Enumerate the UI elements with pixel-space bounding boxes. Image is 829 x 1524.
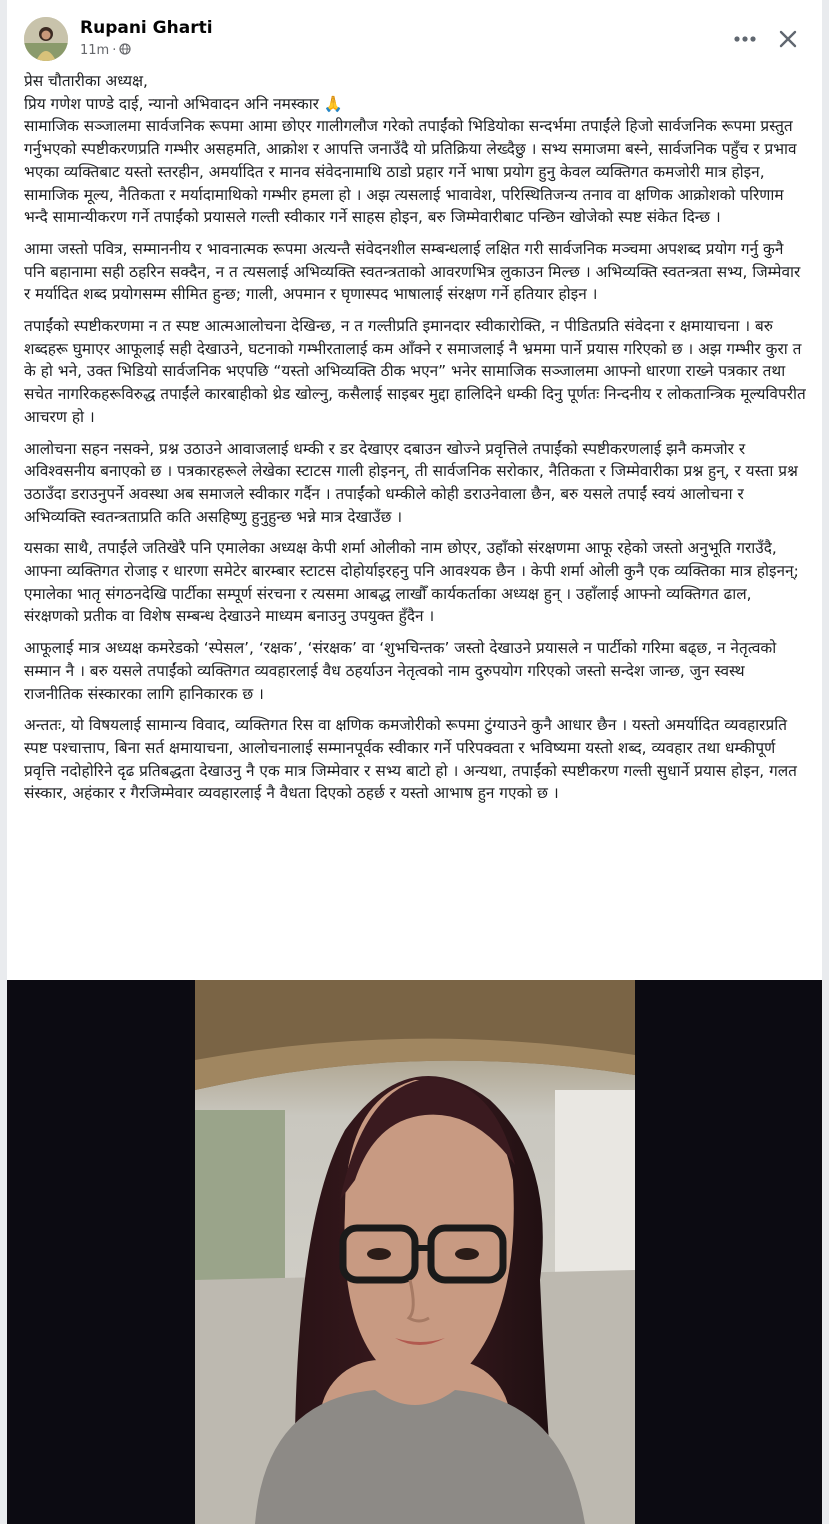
post-paragraph-6: आफूलाई मात्र अध्यक्ष कमरेडको ‘स्पेसल’, ‘रक्षक’, ‘संरक्षक’ वा ‘शुभचिन्तक’ जस्तो देखाउने प्रयासले न पार्टीको गरिमा बढ्छ, न नेतृत्वको सम्मान नै । बरु यसले तपाईंको व्यक्तिगत व्यवहारलाई वैध ठहर्याउन नेतृत्वको नाम दुरुपयोग गरिएको जस्तो सन्देश जान्छ, जुन स्वस्थ राजनीतिक संस्कारका लागि हानिकारक छ ।	[24, 639, 777, 703]
author-name[interactable]: Rupani Gharti	[80, 18, 213, 38]
post-text	[24, 70, 808, 814]
folded-hands-icon: 🙏	[323, 94, 344, 113]
post-paragraph-5: यसका साथै, तपाईंले जतिखेरै पनि एमालेका अध्यक्ष केपी शर्मा ओलीको नाम छोएर, उहाँको संरक्षणमा आफू रहेको जस्तो अनुभूति गराउँदै, आफ्ना व्यक्तिगत रोजाइ र धारणा समेटेर बारम्बार स्टाटस दोहोर्याइरहनु पनि आवश्यक छैन । केपी शर्मा ओली कुनै एक व्यक्तिका मात्र होइनन्; एमालेका भातृ संगठनदेखि पार्टीका सम्पूर्ण संरचना र त्यसमा आबद्ध लाखौँ कार्यकर्ताका अध्यक्ष हुन् । उहाँलाई आफ्नो व्यक्तिगत ढाल, संरक्षणको प्रतीक वा विशेष सम्बन्ध देखाउने माध्यम बनाउनु उपयुक्त हुँदैन ।	[24, 539, 799, 626]
greeting-text: प्रिय गणेश पाण्डे दाई, न्यानो अभिवादन अनि नमस्कार	[24, 94, 319, 113]
close-icon	[779, 30, 797, 48]
post-time[interactable]: 11m	[80, 43, 110, 58]
post-media[interactable]	[7, 980, 822, 1524]
post-paragraph-7: अन्ततः, यो विषयलाई सामान्य विवाद, व्यक्तिगत रिस वा क्षणिक कमजोरीको रूपमा टुंग्याउने कुनै आधार छैन । यस्तो अमर्यादित व्यवहारप्रति स्पष्ट पश्चात्ताप, बिना सर्त क्षमायाचना, आलोचनालाई सम्मानपूर्वक स्वीकार गर्ने परिपक्वता र भविष्यमा यस्तो शब्द, व्यवहार तथा धम्कीपूर्ण प्रवृत्ति नदोहोरिने दृढ प्रतिबद्धता देखाउनु नै एक मात्र जिम्मेवार र सभ्य बाटो हो । अन्यथा, तपाईंको स्पष्टीकरण गल्ती सुधार्ने प्रयास होइन, गलत संस्कार, अहंकार र गैरजिम्मेवार व्यवहारलाई नै वैधता दिएको ठहर्छ र यस्तो आभाष हुन गएको छ ।	[24, 716, 797, 803]
meta-separator: ·	[112, 43, 117, 58]
post-paragraph-3: तपाईंको स्पष्टीकरणमा न त स्पष्ट आत्मआलोचना देखिन्छ, न त गल्तीप्रति इमानदार स्वीकारोक्ति, न पीडितप्रति संवेदना र क्षमायाचना । बरु शब्दहरू घुमाएर आफूलाई सही देखाउने, घटनाको गम्भीरतालाई कम आँक्ने र समाजलाई नै भ्रममा पार्ने प्रयास गरिएको छ । अझ गम्भीर कुरा त के हो भने, उक्त भिडियो सार्वजनिक भएपछि “यस्तो अभिव्यक्ति ठीक भएन” भनेर सामाजिक सञ्जालमा आफ्नो धारणा राख्ने पत्रकार तथा सचेत नागरिकहरूविरुद्ध तपाईंले कारबाहीको थ्रेड खोल्नु, कसैलाई साइबर मुद्दा हालिदिने धम्की दिनु पूर्णतः निन्दनीय र लोकतान्त्रिक मूल्यविपरीत आचरण हो ।	[24, 317, 806, 426]
author-avatar[interactable]	[24, 17, 68, 61]
avatar-image	[24, 17, 68, 61]
close-button[interactable]	[773, 24, 803, 54]
post-meta	[80, 43, 131, 58]
greeting-line-1: प्रेस चौतारीका अध्यक्ष,	[24, 72, 148, 90]
post-paragraph-2: आमा जस्तो पवित्र, सम्माननीय र भावनात्मक रूपमा अत्यन्तै संवेदनशील सम्बन्धलाई लक्षित गरी सार्वजनिक मञ्चमा अपशब्द प्रयोग गर्नु कुनै पनि बहानामा सही ठहरिन सक्दैन, न त त्यसलाई अभिव्यक्ति स्वतन्त्रताको आवरणभित्र लुकाउन मिल्छ । अभिव्यक्ति स्वतन्त्रता सभ्य, जिम्मेवार र मर्यादित शब्द प्रयोगसम्म सीमित हुन्छ; गाली, अपमान र घृणास्पद भाषालाई संरक्षण गर्ने हतियार होइन ।	[24, 239, 801, 304]
greeting-line-2	[24, 93, 808, 116]
post-paragraph-4: आलोचना सहन नसक्ने, प्रश्न उठाउने आवाजलाई धम्की र डर देखाएर दबाउन खोज्ने प्रवृत्तिले तपाईंको स्पष्टीकरणलाई झनै कमजोर र अविश्वसनीय बनाएको छ । पत्रकारहरूले लेखेका स्टाटस गाली होइनन्, ती सार्वजनिक सरोकार, नैतिकता र जिम्मेवारीका प्रश्न हुन्, र यस्ता प्रश्न उठाउँदा डराउनुपर्ने अवस्था अब समाजले स्वीकार गर्दैन । तपाईंको धम्कीले कोही डराउनेवाला छैन, बरु यसले तपाईं स्वयं आलोचना र अभिव्यक्ति स्वतन्त्रताप्रति कति असहिष्णु हुनुहुन्छ भन्ने मात्र देखाउँछ ।	[24, 439, 798, 526]
post-card	[7, 0, 822, 1524]
post-paragraph-1	[24, 70, 808, 229]
more-options-button[interactable]	[730, 24, 760, 54]
more-options-icon	[734, 36, 756, 42]
post-photo[interactable]	[195, 980, 635, 1524]
post-header	[7, 0, 822, 70]
paragraph-text: सामाजिक सञ्जालमा सार्वजनिक रूपमा आमा छोएर गालीगलौज गरेको तपाईंको भिडियोका सन्दर्भमा तपाईंले हिजो सार्वजनिक रूपमा प्रस्तुत गर्नुभएको स्पष्टीकरणप्रति गम्भीर असहमति, आक्रोश र आपत्ति जनाउँदै यो प्रतिक्रिया लेख्दैछु । सभ्य समाजमा बस्ने, सार्वजनिक पहुँच र प्रभाव भएका व्यक्तिबाट यस्तो स्तरहीन, अमर्यादित र मानव संवेदनामाथि ठाडो प्रहार गर्ने भाषा प्रयोग हुनु केवल व्यक्तिगत कमजोरी मात्र होइन, सामाजिक मूल्य, नैतिकता र मर्यादामाथिको गम्भीर हमला हो । अझ त्यसलाई भावावेश, परिस्थितिजन्य तनाव वा क्षणिक आक्रोशको परिणाम भन्दै सामान्यीकरण गर्ने तपाईंको प्रयासले गल्ती स्वीकार गर्ने साहस होइन, बरु जिम्मेवारीबाट पन्छिन खोजेको स्पष्ट संकेत दिन्छ ।	[24, 117, 797, 227]
globe-icon	[119, 43, 131, 58]
portrait-image	[195, 980, 635, 1524]
